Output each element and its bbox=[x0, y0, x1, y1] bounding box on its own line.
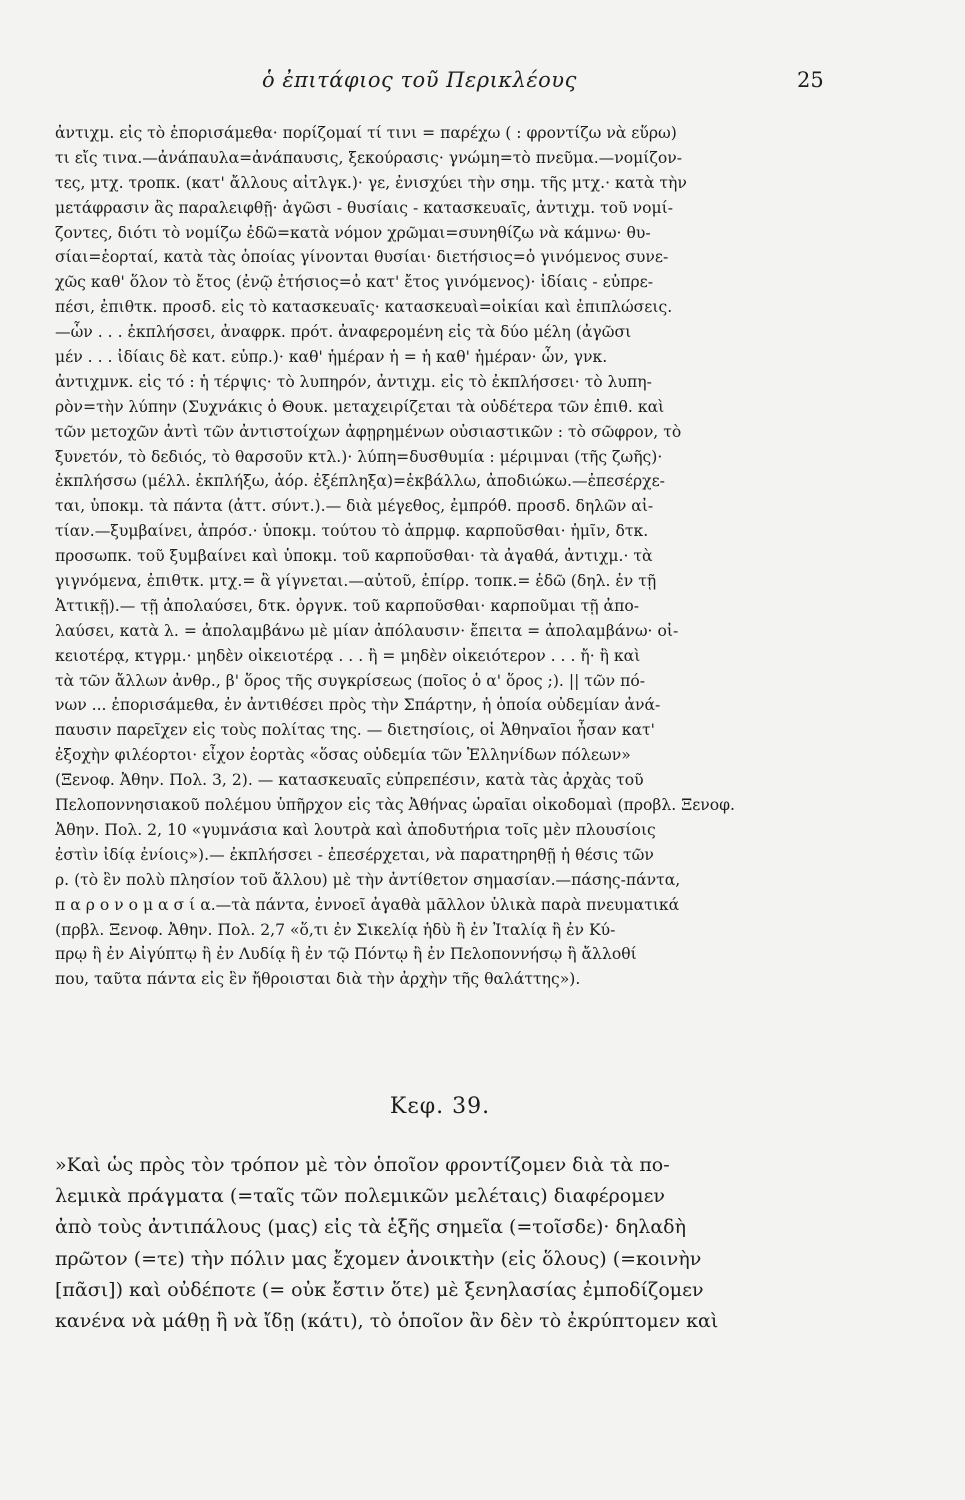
note-line: Πελοποννησιακοῦ πολέμου ὑπῆρχον εἰς τὰς Ἀθήνας ὡραῖαι οἰκοδομαὶ (προβλ. Ξενοφ. bbox=[55, 796, 736, 815]
running-head bbox=[0, 68, 965, 98]
chapter-heading: Κεφ. 39. bbox=[389, 1094, 491, 1119]
note-line: νων ... ἐπορισάμεθα, ἐν ἀντιθέσει πρὸς τὴν Σπάρτην, ἡ ὁποία οὐδεμίαν ἀνά- bbox=[55, 696, 661, 715]
note-line: τῶν μετοχῶν ἀντὶ τῶν ἀντιστοίχων ἀφῃρημένων οὐσιαστικῶν : τὸ σῶφρον, τὸ bbox=[55, 422, 682, 441]
note-line: (Ξενοφ. Ἀθην. Πολ. 3, 2). — κατασκευαῖς εὐπρεπέσιν, κατὰ τὰς ἀρχὰς τοῦ bbox=[55, 771, 644, 790]
note-line: π α ρ ο ν ο μ α σ ί α.—τὰ πάντα, ἐννοεῖ ἀγαθὰ μᾶλλον ὑλικὰ παρὰ πνευματικά bbox=[55, 895, 680, 914]
note-line: παυσιν παρεῖχεν εἰς τοὺς πολίτας της. — διετησίοις, οἱ Ἀθηναῖοι ἦσαν κατ' bbox=[55, 721, 655, 740]
note-line: γιγνόμενα, ἐπιθτκ. μτχ.= ἃ γίγνεται.—αὐτοῦ, ἐπίρρ. τοπκ.= ἐδῶ (δηλ. ἐν τῇ bbox=[55, 572, 657, 591]
note-line: ξυνετόν, τὸ δεδιός, τὸ θαρσοῦν κτλ.)· λύπη=δυσθυμία : μέριμναι (τῆς ζωῆς)· bbox=[55, 447, 663, 466]
note-line: τὰ τῶν ἄλλων ἀνθρ., β' ὅρος τῆς συγκρίσεως (ποῖος ὁ α' ὅρος ;). || τῶν πό- bbox=[55, 671, 645, 690]
note-line: σίαι=ἑορταί, κατὰ τὰς ὁποίας γίνονται θυσίαι· διετήσιος=ὁ γινόμενος συνε- bbox=[55, 248, 669, 267]
note-line: Ἀθην. Πολ. 2, 10 «γυμνάσια καὶ λουτρὰ καὶ ἀποδυτήρια τοῖς μὲν πλουσίοις bbox=[55, 820, 656, 839]
note-line: τες, μτχ. τροπκ. (κατ' ἄλλους αἰτλγκ.)· γε, ἐνισχύει τὴν σημ. τῆς μτχ.· κατὰ τὴν bbox=[55, 173, 687, 192]
note-line: (πρβλ. Ξενοφ. Ἀθην. Πολ. 2,7 «ὅ,τι ἐν Σικελίᾳ ἡδὺ ἢ ἐν Ἰταλίᾳ ἢ ἐν Κύ- bbox=[55, 920, 616, 939]
note-line: προσωπκ. τοῦ ξυμβαίνει καὶ ὑποκμ. τοῦ καρποῦσθαι· τὰ ἀγαθά, ἀντιχμ.· τὰ bbox=[55, 547, 653, 566]
note-line: τι εἴς τινα.—ἀνάπαυλα=ἀνάπαυσις, ξεκούρασις· γνώμη=τὸ πνεῦμα.—νομίζον- bbox=[55, 148, 682, 167]
body-line: λεμικὰ πράγματα (=ταῖς τῶν πολεμικῶν μελέταις) διαφέρομεν bbox=[55, 1185, 665, 1208]
commentary-notes bbox=[55, 121, 825, 992]
translation-text bbox=[55, 1150, 825, 1337]
note-line: μετάφρασιν ἂς παραλειφθῇ· ἀγῶσι - θυσίαις - κατασκευαῖς, ἀντιχμ. τοῦ νομί- bbox=[55, 198, 673, 217]
page-number: 25 bbox=[797, 68, 824, 92]
body-line: »Καὶ ὡς πρὸς τὸν τρόπον μὲ τὸν ὁποῖον φροντίζομεν διὰ τὰ πο- bbox=[55, 1154, 670, 1176]
note-line: —ὧν . . . ἐκπλήσσει, ἀναφρκ. πρότ. ἀναφερομένη εἰς τὰ δύο μέλη (ἀγῶσι bbox=[55, 323, 632, 342]
note-line: χῶς καθ' ὅλον τὸ ἔτος (ἐνῷ ἐτήσιος=ὁ κατ' ἔτος γινόμενος)· ἰδίαις - εὐπρε- bbox=[55, 273, 653, 292]
running-title: ὁ ἐπιτάφιος τοῦ Περικλέους bbox=[262, 68, 577, 92]
note-line: τίαν.—ξυμβαίνει, ἀπρόσ.· ὑποκμ. τούτου τὸ ἀπρμφ. καρποῦσθαι· ἡμῖν, δτκ. bbox=[55, 522, 649, 541]
note-line: ἐστὶν ἰδίᾳ ἐνίοις»).— ἐκπλήσσει - ἐπεσέρχεται, νὰ παρατηρηθῇ ἡ θέσις τῶν bbox=[55, 845, 654, 864]
note-line: ἐκπλήσσω (μέλλ. ἐκπλήξω, ἀόρ. ἐξέπληξα)=ἐκβάλλω, ἀποδιώκω.—ἐπεσέρχε- bbox=[55, 472, 665, 491]
note-line: ζοντες, διότι τὸ νομίζω ἐδῶ=κατὰ νόμον χρῶμαι=συνηθίζω νὰ κάμνω· θυ- bbox=[55, 223, 651, 242]
note-line: ἀντιχμ. εἰς τὸ ἐπορισάμεθα· πορίζομαί τί τινι = παρέχω ( : φροντίζω νὰ εὕρω) bbox=[55, 124, 677, 142]
note-line: Ἀττικῇ).— τῇ ἀπολαύσει, δτκ. ὀργνκ. τοῦ καρποῦσθαι· καρποῦμαι τῇ ἀπο- bbox=[55, 596, 639, 615]
note-line: ρ. (τὸ ἓν πολὺ πλησίον τοῦ ἄλλου) μὲ τὴν ἀντίθετον σημασίαν.—πάσης-πάντα, bbox=[55, 870, 681, 889]
note-line: λαύσει, κατὰ λ. = ἀπολαμβάνω μὲ μίαν ἀπόλαυσιν· ἔπειτα = ἀπολαμβάνω· οἰ- bbox=[55, 621, 679, 640]
note-line: ἀντιχμνκ. εἰς τό : ἡ τέρψις· τὸ λυπηρόν, ἀντιχμ. εἰς τὸ ἐκπλήσσει· τὸ λυπη- bbox=[55, 372, 652, 391]
note-line: κειοτέρᾳ, κτγρμ.· μηδὲν οἰκειοτέρᾳ . . . ἢ = μηδὲν οἰκειότερον . . . ἤ· ἢ καὶ bbox=[55, 646, 641, 665]
body-line: ἀπὸ τοὺς ἀντιπάλους (μας) εἰς τὰ ἑξῆς σημεῖα (=τοῖσδε)· δηλαδὴ bbox=[55, 1216, 686, 1239]
body-line: κανένα νὰ μάθῃ ἢ νὰ ἴδῃ (κάτι), τὸ ὁποῖον ἂν δὲν τὸ ἐκρύπτομεν καὶ bbox=[55, 1309, 719, 1332]
note-line: πέσι, ἐπιθτκ. προσδ. εἰς τὸ κατασκευαῖς· κατασκευαὶ=οἰκίαι καὶ ἐπιπλώσεις. bbox=[55, 298, 673, 317]
note-line: πρῳ ἢ ἐν Αἰγύπτῳ ἢ ἐν Λυδίᾳ ἢ ἐν τῷ Πόντῳ ἢ ἐν Πελοποννήσῳ ἢ ἄλλοθί bbox=[55, 945, 637, 964]
note-line: ται, ὑποκμ. τὰ πάντα (ἀττ. σύντ.).— διὰ μέγεθος, ἐμπρόθ. προσδ. δηλῶν αἰ- bbox=[55, 497, 654, 516]
note-line: που, ταῦτα πάντα εἰς ἓν ἤθροισται διὰ τὴν ἀρχὴν τῆς θαλάττης»). bbox=[55, 970, 581, 989]
note-line: ρὸν=τὴν λύπην (Συχνάκις ὁ Θουκ. μεταχειρίζεται τὰ οὐδέτερα τῶν ἐπιθ. καὶ bbox=[55, 397, 665, 416]
note-line: μέν . . . ἰδίαις δὲ κατ. εὐπρ.)· καθ' ἡμέραν ἡ = ἡ καθ' ἡμέραν· ὧν, γνκ. bbox=[55, 348, 608, 367]
body-line: [πᾶσι]) καὶ οὐδέποτε (= οὐκ ἔστιν ὅτε) μὲ ξενηλασίας ἐμποδίζομεν bbox=[55, 1278, 704, 1301]
body-line: πρῶτον (=τε) τὴν πόλιν μας ἔχομεν ἀνοικτὴν (εἰς ὅλους) (=κοινὴν bbox=[55, 1247, 702, 1270]
note-line: ἐξοχὴν φιλέορτοι· εἶχον ἑορτὰς «ὅσας οὐδεμία τῶν Ἑλληνίδων πόλεων» bbox=[55, 746, 631, 765]
